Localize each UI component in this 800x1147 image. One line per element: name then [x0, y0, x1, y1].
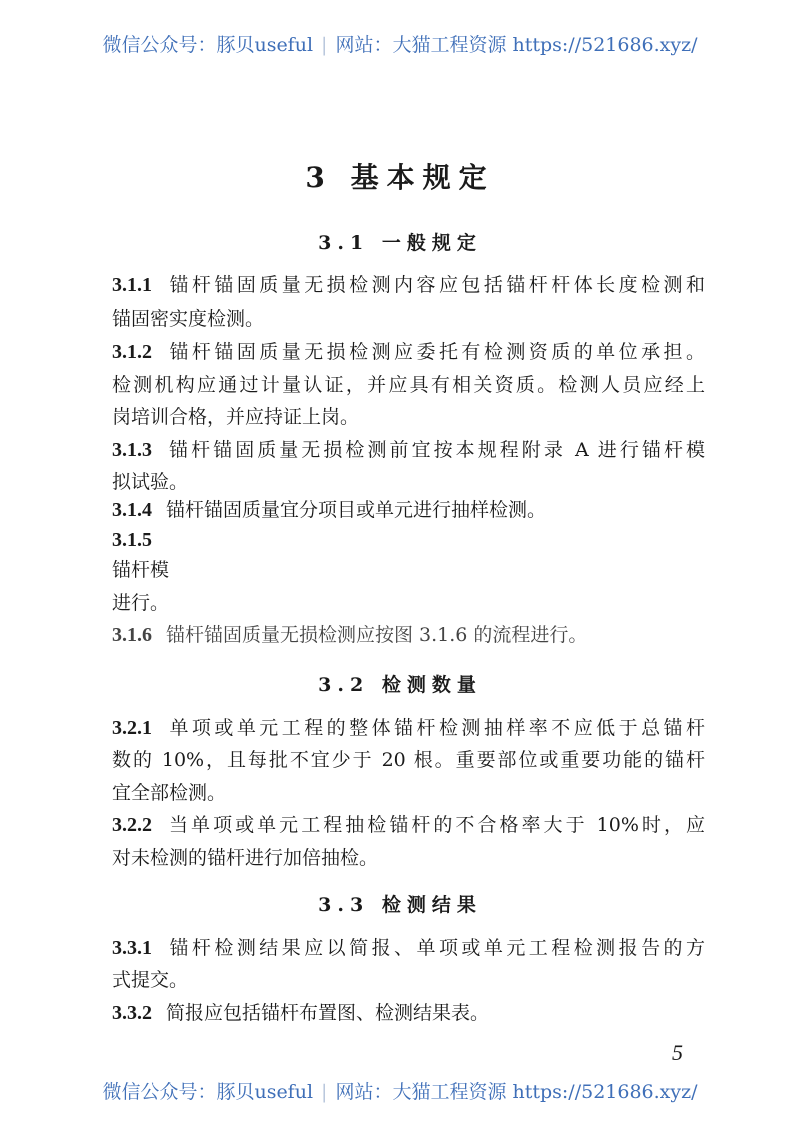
clause-text: 锚杆锚固质量无损检测应委托有检测资质的单位承担。: [166, 341, 705, 363]
section-heading: 3.2 检测数量: [318, 674, 482, 696]
watermark-footer: [0, 1077, 800, 1104]
clause-number: 3.1.2: [112, 341, 152, 363]
clause-text: 锚杆锚固质量无损检测前宜按本规程附录 A 进行锚杆模: [166, 439, 705, 461]
clause-line: 式提交。: [112, 969, 189, 991]
clause-text: 单项或单元工程的整体锚杆检测抽样率不应低于总锚杆: [166, 717, 705, 739]
watermark-link: 网站：大猫工程资源 https://521686.xyz/: [335, 1081, 698, 1103]
clause-number: 3.1.5: [112, 529, 152, 551]
clause-text: 锚杆检测结果应以简报、单项或单元工程检测报告的方: [166, 937, 705, 959]
clause-text: 当单项或单元工程抽检锚杆的不合格率大于 10%时，应: [166, 814, 705, 836]
clause-line: [112, 936, 705, 960]
clause-line: 拟试验。: [112, 471, 189, 493]
clause-number: 3.3.1: [112, 937, 152, 959]
section-heading: 3.1 一般规定: [318, 232, 482, 254]
clause-number: 3.1.4: [112, 499, 152, 521]
clause-line: [112, 813, 705, 837]
clause-text: 简报应包括锚杆布置图、检测结果表。: [166, 1002, 490, 1024]
watermark-header: [0, 30, 800, 57]
clause-number: 3.1.6: [112, 624, 152, 646]
section-heading: 3.3 检测结果: [318, 894, 482, 916]
clause-line: 岗培训合格，并应持证上岗。: [112, 406, 360, 428]
clause-line: [112, 273, 705, 297]
clause-text: 锚杆锚固质量宜分项目或单元进行抽样检测。: [166, 499, 547, 521]
clause-line: [112, 498, 705, 522]
watermark-text: 微信公众号：豚贝useful: [102, 34, 314, 56]
clause-text: 锚杆锚固质量无损检测内容应包括锚杆杆体长度检测和: [166, 274, 705, 296]
clause-line: 进行。: [112, 592, 170, 614]
clause-number: 3.2.2: [112, 814, 152, 836]
chapter-title: 3 基本规定: [305, 161, 495, 194]
clause-number: 3.2.1: [112, 717, 152, 739]
clause-line: 对未检测的锚杆进行加倍抽检。: [112, 847, 379, 869]
clause-number: 3.1.1: [112, 274, 152, 296]
clause-text: 锚杆锚固质量无损检测应按图 3.1.6 的流程进行。: [166, 624, 588, 646]
page-number: 5: [672, 1040, 683, 1065]
clause-line: 锚杆模: [112, 559, 170, 581]
clause-line: [112, 1001, 705, 1025]
watermark-separator: |: [321, 34, 328, 56]
clause-line: [112, 623, 705, 647]
clause-line: 数的 10%，且每批不宜少于 20 根。重要部位或重要功能的锚杆: [112, 749, 705, 771]
watermark-text: 微信公众号：豚贝useful: [102, 1081, 314, 1103]
clause-line: [112, 340, 705, 364]
watermark-separator: |: [321, 1081, 328, 1103]
clause-line: [112, 438, 705, 462]
clause-line: [112, 716, 705, 740]
clause-number: 3.1.3: [112, 439, 152, 461]
clause-line: 锚固密实度检测。: [112, 308, 265, 330]
clause-line: 宜全部检测。: [112, 782, 227, 804]
clause-line: 检测机构应通过计量认证，并应具有相关资质。检测人员应经上: [112, 374, 705, 396]
clause-number: 3.3.2: [112, 1002, 152, 1024]
watermark-link: 网站：大猫工程资源 https://521686.xyz/: [335, 34, 698, 56]
clause-line: [112, 528, 705, 552]
